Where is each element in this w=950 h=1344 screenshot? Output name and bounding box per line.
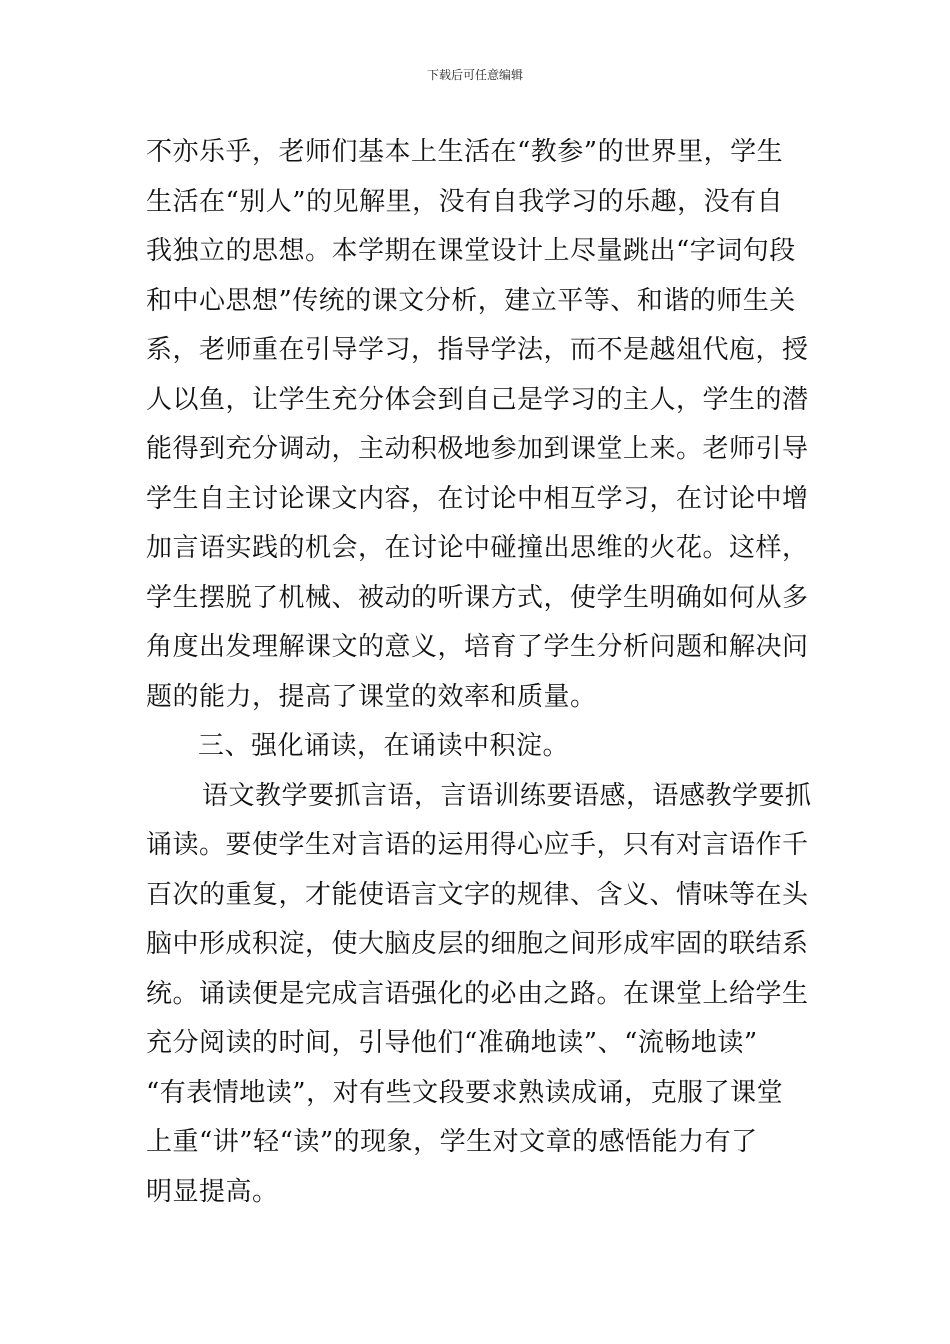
section-heading: 三、强化诵读，在诵读中积淀。 bbox=[198, 731, 570, 761]
text-line: 学生自主讨论课文内容，在讨论中相互学习，在讨论中增 bbox=[146, 483, 809, 514]
text-line: 系，老师重在引导学习，指导学法，而不是越俎代庖，授 bbox=[146, 335, 809, 365]
text-line: 我独立的思想。本学期在课堂设计上尽量跳出“字词句段 bbox=[146, 236, 796, 266]
text-line: 明显提高。 bbox=[146, 1176, 279, 1207]
text-line: 和中心思想”传统的课文分析，建立平等、和谐的师生关 bbox=[146, 285, 796, 316]
text-line: 上重“讲”轻“读”的现象，学生对文章的感悟能力有了 bbox=[146, 1127, 758, 1157]
text-line: 能得到充分调动，主动积极地参加到课堂上来。老师引导 bbox=[146, 434, 809, 464]
text-line: 题的能力，提高了课堂的效率和质量。 bbox=[146, 681, 597, 712]
text-line: “有表情地读”，对有些文段要求熟读成诵，克服了课堂 bbox=[146, 1077, 784, 1108]
text-line: 百次的重复，才能使语言文字的规律、含义、情味等在头 bbox=[146, 879, 809, 910]
text-line: 诵读。要使学生对言语的运用得心应手，只有对言语作千 bbox=[146, 830, 809, 860]
text-line: 生活在“别人”的见解里，没有自我学习的乐趣，没有自 bbox=[146, 186, 784, 217]
text-line: 角度出发理解课文的意义，培育了学生分析问题和解决问 bbox=[146, 632, 809, 662]
text-line: 加言语实践的机会，在讨论中碰撞出思维的火花。这样， bbox=[146, 533, 809, 563]
text-line: 脑中形成积淀，使大脑皮层的细胞之间形成牢固的联结系 bbox=[146, 929, 809, 959]
page-header: 下载后可任意编辑 bbox=[426, 68, 523, 82]
paragraph-first-line: 语文教学要抓言语，言语训练要语感，语感教学要抓 bbox=[202, 780, 812, 811]
text-line: 人以鱼，让学生充分体会到自己是学习的主人，学生的潜 bbox=[146, 384, 809, 415]
text-line: 不亦乐乎，老师们基本上生活在“教参”的世界里，学生 bbox=[146, 137, 784, 167]
text-line: 充分阅读的时间，引导他们“准确地读”、“流畅地读” bbox=[146, 1028, 758, 1058]
text-line: 统。诵读便是完成言语强化的必由之路。在课堂上给学生 bbox=[146, 978, 809, 1009]
text-line: 学生摆脱了机械、被动的听课方式，使学生明确如何从多 bbox=[146, 582, 809, 613]
body-text bbox=[146, 128, 816, 1217]
